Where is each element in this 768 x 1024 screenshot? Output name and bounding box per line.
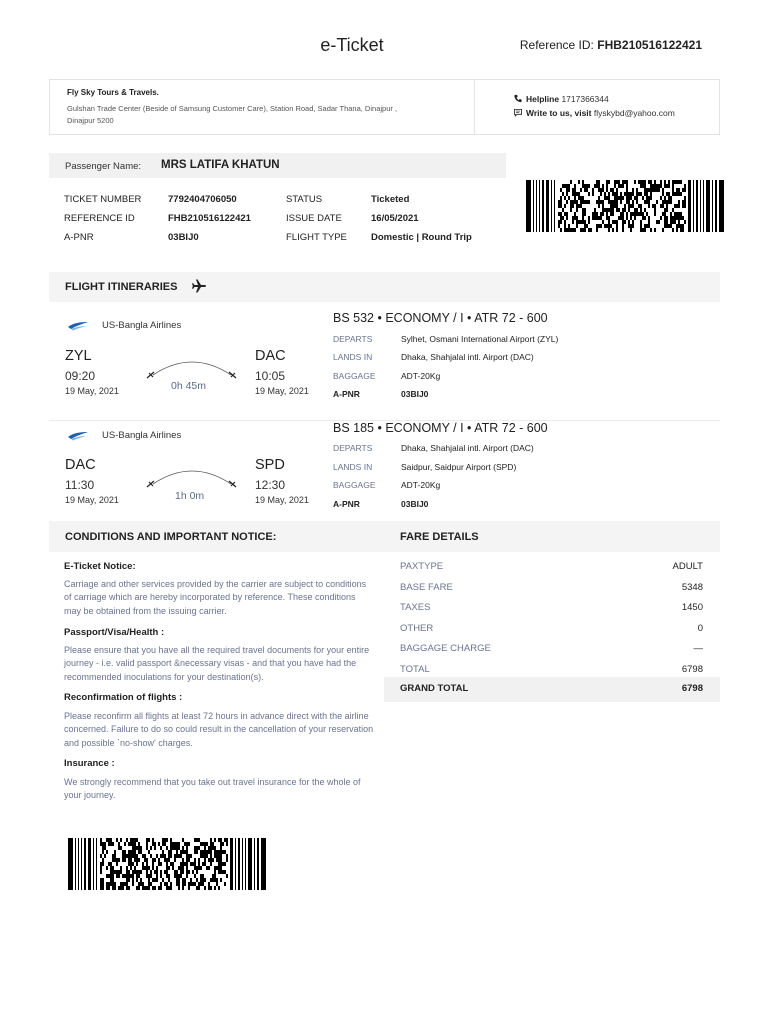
fare-header: [384, 521, 720, 552]
reference-label: Reference ID:: [519, 38, 594, 52]
to-code: SPD: [255, 457, 285, 473]
fare-value: 1450: [681, 602, 703, 613]
notice-heading: E-Ticket Notice:: [64, 561, 136, 572]
flight-segment-1: [49, 311, 720, 421]
fare-row-taxes: [384, 598, 720, 618]
lands-value: Saidpur, Saidpur Airport (SPD): [401, 462, 517, 472]
fare-row-paxtype: [384, 557, 720, 577]
issue-date-value: 16/05/2021: [371, 213, 419, 224]
status-value: Ticketed: [371, 194, 410, 205]
departs-label: DEPARTS: [333, 443, 373, 453]
reconfirm-heading: Reconfirmation of flights :: [64, 692, 183, 703]
airline-name: US-Bangla Airlines: [102, 430, 182, 441]
itineraries-title: FLIGHT ITINERARIES: [65, 281, 178, 293]
fare-label: BASE FARE: [400, 582, 453, 593]
conditions-header: [49, 521, 384, 552]
departure-plane-icon: [147, 481, 154, 487]
fare-label: BAGGAGE CHARGE: [400, 643, 491, 654]
ticket-number-value: 7792404706050: [168, 194, 237, 205]
flight-segment-2: [49, 421, 720, 531]
insurance-heading: Insurance :: [64, 758, 115, 769]
message-icon: [513, 108, 523, 117]
segment-pnr-value: 03BIJ0: [401, 389, 429, 399]
issue-date-label: ISSUE DATE: [286, 213, 342, 224]
page-title: e-Ticket: [320, 35, 384, 55]
conditions-title: CONDITIONS AND IMPORTANT NOTICE:: [65, 531, 277, 543]
helpline-value[interactable]: 1717366344: [561, 94, 609, 104]
agency-address: Gulshan Trade Center (Beside of Samsung Customer Care), Station Road, Sadar Thana, Dinajpur , Dinajpur 5200: [67, 104, 398, 125]
fare-label: TAXES: [400, 602, 431, 613]
status-label: STATUS: [286, 194, 323, 205]
fare-value: ADULT: [672, 561, 703, 572]
to-time: 10:05: [255, 369, 286, 383]
arrival-plane-icon: [229, 481, 236, 487]
reference-value: FHB210516122421: [597, 38, 702, 52]
reconfirm-text: Please reconfirm all flights at least 72 hours in advance direct with the airline concerned. Failure to do so could result in the cancellation of your reservation and possible `no-show' charges.: [64, 711, 374, 748]
agency-divider: [474, 80, 475, 134]
agency-name: Fly Sky Tours & Travels.: [67, 88, 159, 97]
baggage-label: BAGGAGE: [333, 480, 376, 490]
flight-duration: 0h 45m: [171, 380, 207, 392]
fare-value: 5348: [681, 582, 703, 593]
from-time: 09:20: [65, 369, 96, 383]
insurance-text: We strongly recommend that you take out travel insurance for the whole of your journey.: [64, 777, 361, 801]
reference-id-value: FHB210516122421: [168, 213, 251, 224]
fare-label: OTHER: [400, 623, 434, 634]
route-arc: [145, 355, 239, 383]
barcode-bottom: [68, 838, 266, 890]
pnr-label: A-PNR: [64, 232, 94, 243]
departure-plane-icon: [147, 372, 154, 378]
from-code: ZYL: [65, 348, 92, 364]
fare-row-other: [384, 619, 720, 639]
flight-title: BS 185 • ECONOMY / I • ATR 72 - 600: [333, 421, 548, 435]
fare-row-grand-total: [384, 677, 720, 702]
from-date: 19 May, 2021: [65, 386, 119, 396]
to-date: 19 May, 2021: [255, 386, 309, 396]
pnr-value: 03BIJ0: [168, 232, 199, 243]
from-time: 11:30: [65, 478, 95, 492]
baggage-label: BAGGAGE: [333, 371, 376, 381]
airline-name: US-Bangla Airlines: [102, 320, 182, 331]
flight-title: BS 532 • ECONOMY / I • ATR 72 - 600: [333, 311, 548, 325]
ticket-number-label: TICKET NUMBER: [64, 194, 142, 205]
to-date: 19 May, 2021: [255, 495, 309, 505]
route-arc: [145, 464, 239, 492]
lands-value: Dhaka, Shahjalal intl. Airport (DAC): [401, 352, 534, 362]
from-date: 19 May, 2021: [65, 495, 119, 505]
fare-label: PAXTYPE: [400, 561, 444, 572]
flight-type-value: Domestic | Round Trip: [371, 232, 472, 243]
segment-pnr-label: A-PNR: [333, 499, 360, 509]
passport-heading: Passport/Visa/Health :: [64, 627, 165, 638]
passenger-bar: [49, 153, 506, 178]
departs-value: Dhaka, Shahjalal intl. Airport (DAC): [401, 443, 534, 453]
fare-details: [384, 552, 720, 705]
write-label: Write to us, visit: [526, 108, 592, 118]
to-code: DAC: [255, 348, 286, 364]
arrival-plane-icon: [229, 372, 236, 378]
passenger-name: MRS LATIFA KHATUN: [161, 159, 280, 171]
airline-logo-icon: [67, 318, 89, 332]
segment-pnr-value: 03BIJ0: [401, 499, 429, 509]
baggage-value: ADT-20Kg: [401, 371, 441, 381]
from-code: DAC: [65, 457, 96, 473]
header-reference: [520, 38, 702, 52]
notice-text: Carriage and other services provided by the carrier are subject to conditions of carriage which are hereby incorporated by reference. These conditions may be obtained from the issuing carrier.: [64, 579, 367, 616]
helpline: [513, 94, 609, 104]
helpline-label: Helpline: [526, 94, 560, 104]
airline-logo-icon: [67, 428, 89, 442]
agency-box: [49, 79, 720, 135]
fare-value: 6798: [681, 664, 703, 675]
flight-duration: 1h 0m: [175, 490, 205, 502]
grand-total-label: GRAND TOTAL: [400, 683, 469, 694]
fare-value: —: [693, 643, 703, 654]
lands-label: LANDS IN: [333, 352, 373, 362]
write-to-us: [513, 108, 675, 118]
phone-icon: [513, 94, 523, 103]
to-time: 12:30: [255, 478, 286, 492]
segment-pnr-label: A-PNR: [333, 389, 360, 399]
itineraries-header: [49, 272, 720, 302]
fare-row-base: [384, 578, 720, 598]
passport-text: Please ensure that you have all the required travel documents for your entire journey - i.e. valid passport &necessary visas - and that you have had the recommended inoculations for your destination(s).: [64, 645, 370, 682]
lands-label: LANDS IN: [333, 462, 373, 472]
grand-total-value: 6798: [681, 683, 703, 694]
departs-label: DEPARTS: [333, 334, 373, 344]
fare-row-baggage: [384, 639, 720, 659]
barcode-top: [526, 180, 724, 232]
passenger-label: Passenger Name:: [65, 161, 142, 172]
reference-id-label: REFERENCE ID: [64, 213, 135, 224]
fare-title: FARE DETAILS: [400, 531, 479, 543]
flight-type-label: FLIGHT TYPE: [286, 232, 347, 243]
departs-value: Sylhet, Osmani International Airport (ZYL): [401, 334, 559, 344]
airplane-icon: [191, 278, 207, 294]
email-link[interactable]: flyskybd@yahoo.com: [593, 108, 675, 118]
fare-value: 0: [697, 623, 703, 634]
baggage-value: ADT-20Kg: [401, 480, 441, 490]
fare-label: TOTAL: [400, 664, 430, 675]
